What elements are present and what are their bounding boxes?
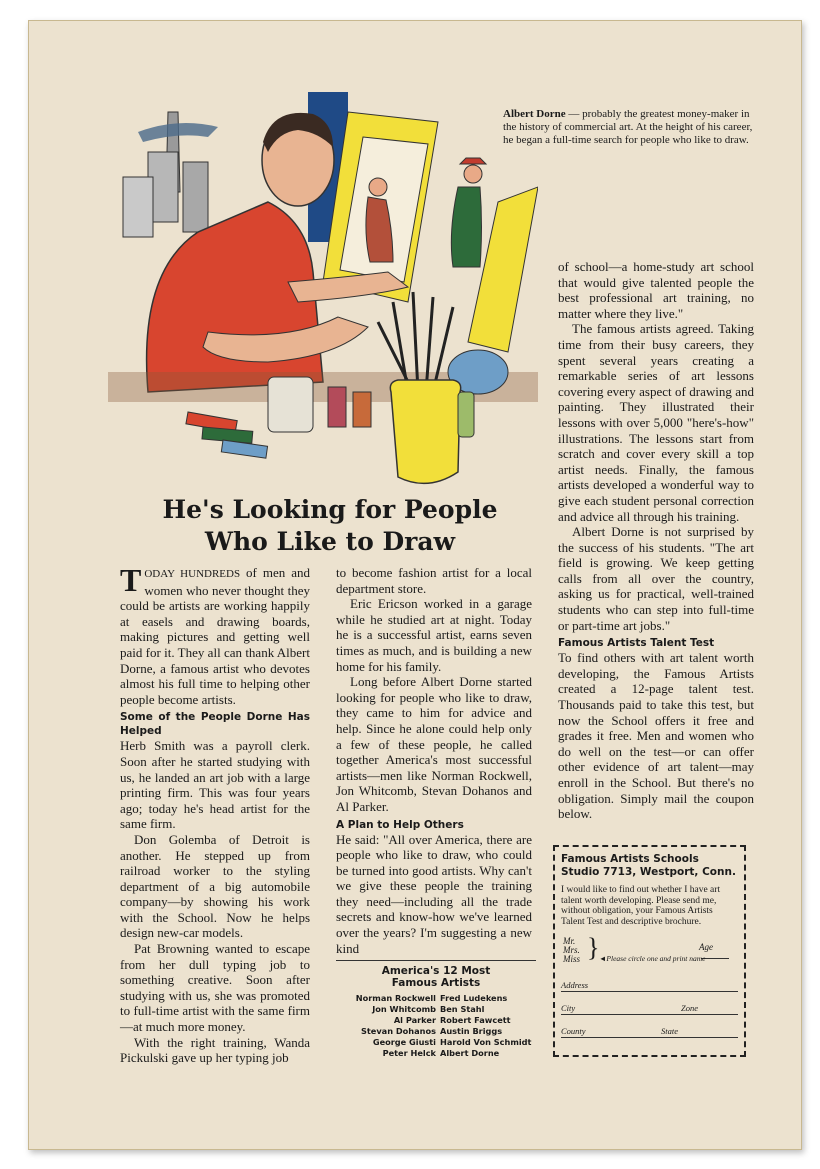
salutation-options[interactable]: Mr. Mrs. Miss xyxy=(563,936,581,964)
paragraph: to become fashion artist for a local department store. xyxy=(336,565,532,596)
artist-name: Robert Fawcett xyxy=(440,1015,511,1025)
paragraph: With the right training, Wanda Pickulski gave up her typing job xyxy=(120,1034,310,1066)
artist-name: Stevan Dohanos xyxy=(360,1026,436,1036)
artist-name: Ben Stahl xyxy=(440,1004,485,1014)
artist-name: Fred Ludekens xyxy=(440,993,508,1003)
zone-label: Zone xyxy=(681,1003,698,1013)
intro-caps: ODAY HUNDREDS xyxy=(144,568,241,580)
artist-name: Harold Von Schmidt xyxy=(440,1037,532,1047)
caption-name: Albert Dorne xyxy=(503,108,566,120)
headline-line-2: Who Like to Draw xyxy=(204,527,456,556)
paragraph: Eric Ericson worked in a garage while he studied art at night. Today he is a successful artist, earns seven times as much, and is building a new home for his family. xyxy=(336,596,532,674)
city-label: City xyxy=(561,1003,576,1013)
coupon-title: Famous Artists Schools Studio 7713, Westport, Conn. xyxy=(561,853,736,878)
county-label: County xyxy=(561,1026,586,1036)
paragraph: To find others with art talent worth developing, the Famous Artists created a 12-page talent test. Thousands paid to take this test, but now the School offers it free and grades it free. Men and women who do well on the test—or can offer other evidence of art talent—may enroll in the School. But there's no obligation. Simply mail the coupon below. xyxy=(558,650,754,822)
paragraph: Don Golemba of Detroit is another. He stepped up from railroad worker to the styling department of a big automobile company—by showing his work with the School. Now he helps design new-car models. xyxy=(120,831,310,941)
coupon-name-field[interactable] xyxy=(561,933,738,969)
brush-jar xyxy=(390,380,460,483)
artist-name: Norman Rockwell xyxy=(355,993,436,1003)
paragraph: Pat Browning wanted to escape from her dull typing job to something creative. Soon after studying with us, she was promoted to full-time artist with the same firm—at much more money. xyxy=(120,941,310,1035)
paragraph: The famous artists agreed. Taking time from their busy careers, they spent several years creating a remarkable series of art lessons covering every aspect of drawing and painting. They illustrated their lessons with over 5,000 "here's-how" illustrations. The lessons start from scratch and cover every skill a top artist needs. Finally, the famous artists developed a wonderful way to give each student personal correction and advice all through his training. xyxy=(558,321,754,524)
artist-name: Austin Briggs xyxy=(440,1026,503,1036)
intro-paragraph xyxy=(120,562,310,707)
artist-name: Peter Helck xyxy=(382,1048,436,1058)
paragraph: He said: "All over America, there are people who like to draw, who could be turned into good artists. Why can't we give these people the training they need—including all the trade secrets and know-how we've learned over the years? I'm suggesting a new kind xyxy=(336,831,532,956)
artist-name: George Giusti xyxy=(372,1037,436,1047)
article-column-1 xyxy=(120,562,310,1066)
drop-cap: T xyxy=(120,562,142,598)
paragraph: of school—a home-study art school that would give talented people the best professional art training, no matter where they live." xyxy=(558,259,754,321)
intro-text: of men and women who never thought they could be artists are working happily at easels and drawing boards, making pictures and getting well paid for it. They all can thank Albert Dorne, a famous artist who devotes almost his full time to helping other people become artists. xyxy=(120,565,310,707)
print-name-hint: ◄Please circle one and print name xyxy=(599,954,706,963)
address-label: Address xyxy=(561,980,589,990)
county-state-field[interactable] xyxy=(561,1025,738,1038)
city-zone-field[interactable] xyxy=(561,1002,738,1015)
address-field[interactable] xyxy=(561,979,738,992)
brace-icon: } xyxy=(587,933,600,962)
age-label: Age xyxy=(699,943,738,961)
famous-artists-title: America's 12 Most Famous Artists xyxy=(381,965,491,989)
caption-text: — probably the greatest money-maker in the history of commercial art. At the height of his career, he began a full-time search for people who like to draw. xyxy=(503,108,753,146)
tape-roll xyxy=(268,377,313,432)
mail-in-coupon[interactable] xyxy=(553,845,746,1057)
artist-name: Jon Whitcomb xyxy=(372,1004,436,1014)
section-heading-talent-test: Famous Artists Talent Test xyxy=(558,637,715,650)
headline-line-1: He's Looking for People xyxy=(162,495,498,524)
famous-artists-list xyxy=(336,960,536,1059)
illustration-caption xyxy=(503,108,763,147)
section-heading-plan: A Plan to Help Others xyxy=(336,818,464,831)
section-heading-helped: Some of the People Dorne Has Helped xyxy=(120,711,310,738)
artist-illustration xyxy=(108,92,538,492)
state-label: State xyxy=(661,1026,678,1036)
paragraph: Long before Albert Dorne started looking for people who like to draw, they came to him for advice and help. Since he alone could help only a few of these people, he called together America's most successful artists—men like Norman Rockwell, Jon Whitcomb, Stevan Dohanos and Al Parker. xyxy=(336,674,532,814)
article-column-2 xyxy=(336,565,532,956)
coupon-body: I would like to find out whether I have art talent worth developing. Please send me, without obligation, your Famous Artists Talent Test and descriptive brochure. xyxy=(561,885,721,927)
artist-name: Albert Dorne xyxy=(440,1048,500,1058)
city-skyline xyxy=(123,112,218,237)
paragraph: Herb Smith was a payroll clerk. Soon after he started studying with us, he landed an art job with a large printing firm. This was four years ago; today he's head artist for the same firm. xyxy=(120,738,310,832)
paint-tubes xyxy=(186,412,268,458)
paragraph: Albert Dorne is not surprised by the success of his students. "The art field is growing. We keep getting calls from all over the country, asking us for practical, well-trained students who can step into full-time or part-time art jobs." xyxy=(558,524,754,633)
article-column-3 xyxy=(558,259,754,822)
artist-name: Al Parker xyxy=(393,1015,436,1025)
page-headline xyxy=(110,494,550,558)
